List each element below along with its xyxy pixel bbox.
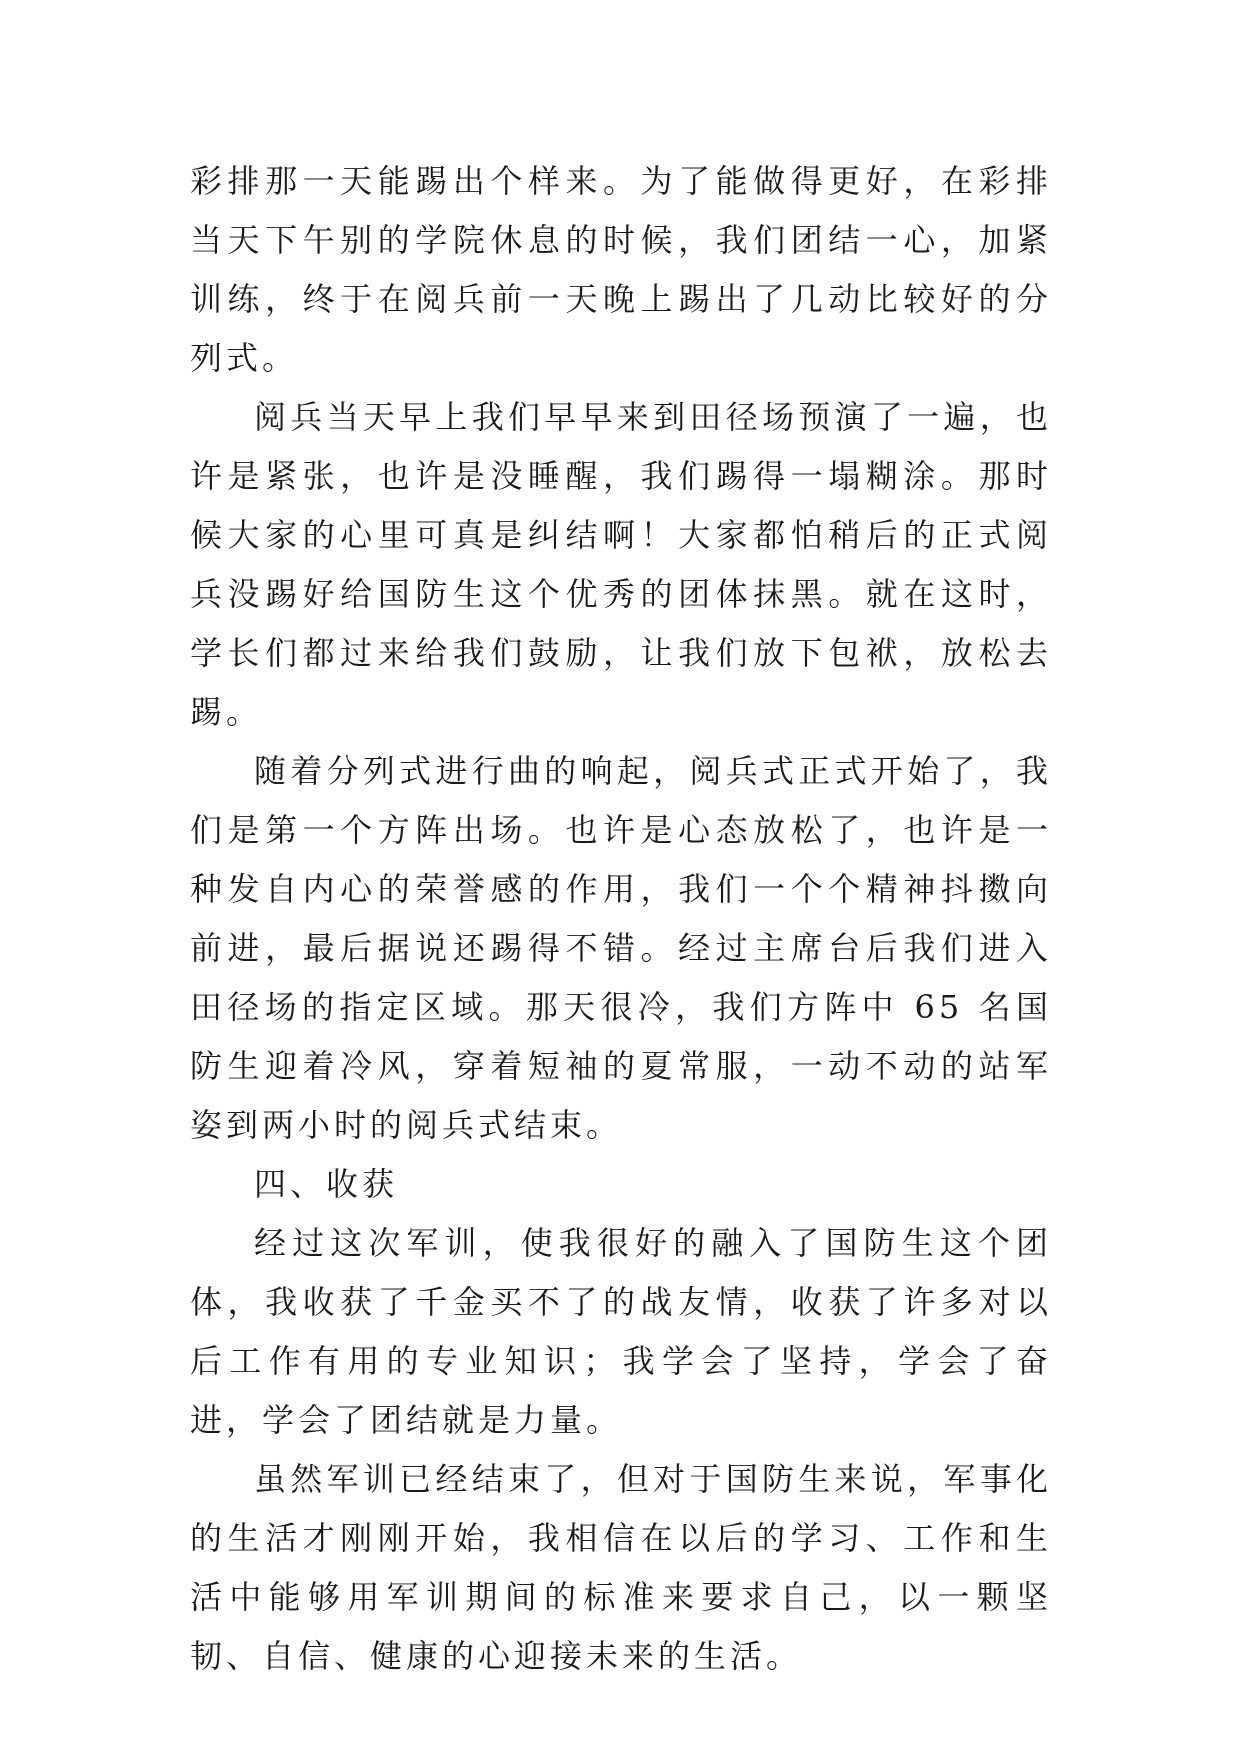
- document-body: [190, 152, 1052, 1686]
- paragraph-parade-morning: 阅兵当天早上我们早早来到田径场预演了一遍，也许是紧张，也许是没睡醒，我们踢得一塌糊涂。那时候大家的心里可真是纠结啊！大家都怕稍后的正式阅兵没踢好给国防生这个优秀的团体抹黑。就在这时，学长们都过来给我们鼓励，让我们放下包袱，放松去踢。: [190, 398, 1052, 731]
- paragraph-conclusion: 虽然军训已经结束了，但对于国防生来说，军事化的生活才刚刚开始，我相信在以后的学习、工作和生活中能够用军训期间的标准来要求自己，以一颗坚韧、自信、健康的心迎接未来的生活。: [190, 1460, 1052, 1675]
- section-heading-harvest: 四、收获: [254, 1165, 399, 1203]
- paragraph-harvest: 经过这次军训，使我很好的融入了国防生这个团体，我收获了千金买不了的战友情，收获了许多对以后工作有用的专业知识；我学会了坚持，学会了奋进，学会了团结就是力量。: [190, 1224, 1052, 1439]
- paragraph-parade-march: 随着分列式进行曲的响起，阅兵式正式开始了，我们是第一个方阵出场。也许是心态放松了，也许是一种发自内心的荣誉感的作用，我们一个个精神抖擞向前进，最后据说还踢得不错。经过主席台后我们进入田径场的指定区域。那天很冷，我们方阵中 65 名国防生迎着冷风，穿着短袖的夏常服，一动不动的站军姿到两小时的阅兵式结束。: [190, 752, 1052, 1144]
- paragraph-continuation: 彩排那一天能踢出个样来。为了能做得更好，在彩排当天下午别的学院休息的时候，我们团结一心，加紧训练，终于在阅兵前一天晚上踢出了几动比较好的分列式。: [190, 162, 1052, 377]
